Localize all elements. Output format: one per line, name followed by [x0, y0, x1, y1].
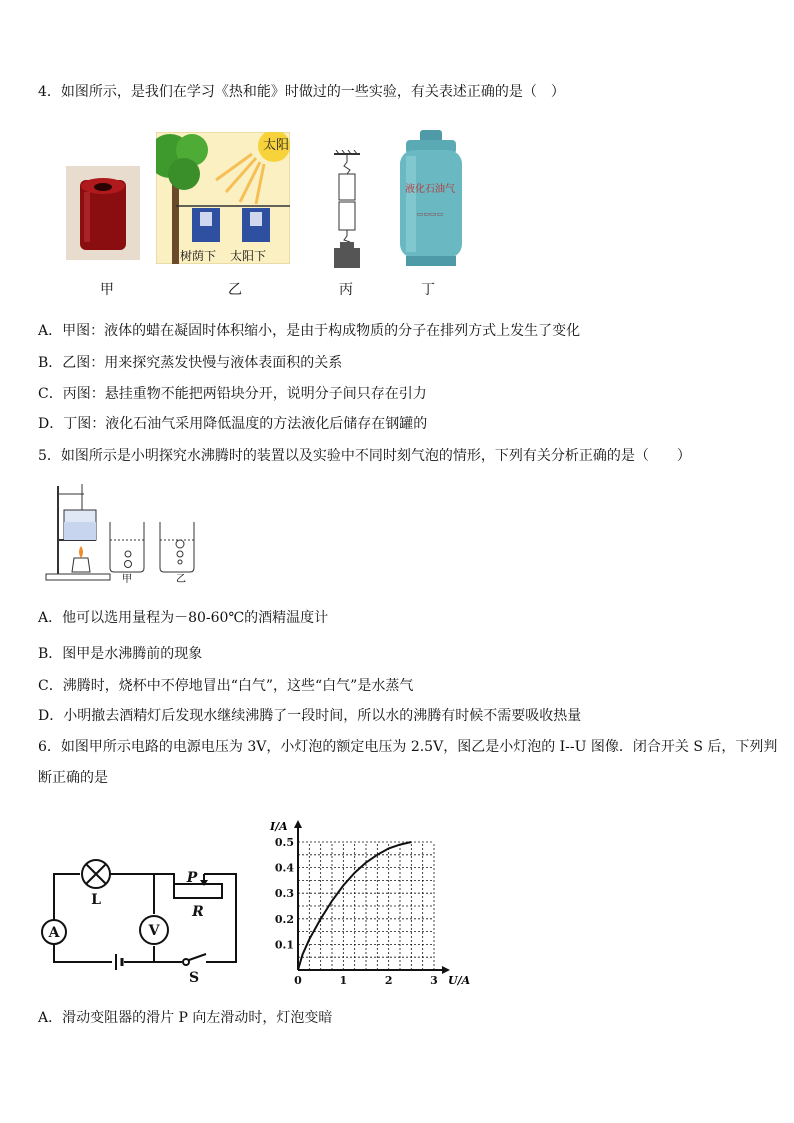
q5-option-d: D．小明撤去酒精灯后发现水继续沸腾了一段时间，所以水的沸腾有时候不需要吸收热量	[38, 708, 582, 724]
beaker-jia	[110, 522, 144, 584]
caption-ding: 丁	[421, 282, 435, 298]
y-tick-label: 0.2	[274, 912, 294, 926]
beaker-jia-label: 甲	[122, 574, 132, 584]
iu-chart	[262, 812, 476, 992]
tank-label: 液化石油气	[405, 184, 455, 195]
x-tick-label: 3	[430, 974, 438, 987]
q5-option-c: C．沸腾时，烧杯中不停地冒出“白气”，这些“白气”是水蒸气	[38, 678, 414, 694]
resistor-label: R	[192, 904, 204, 920]
q4-option-a: A．甲图：液体的蜡在凝固时体积缩小，是由于构成物质的分子在排列方式上发生了变化	[38, 323, 581, 339]
sun-label: 太阳	[262, 138, 290, 153]
slider-label: P	[186, 870, 198, 886]
q4-option-c: C．丙图：悬挂重物不能把两铅块分开，说明分子间只存在引力	[38, 386, 427, 402]
beaker-yi	[160, 522, 194, 584]
q4-stem: 4．如图所示，是我们在学习《热和能》时做过的一些实验，有关表述正确的是（ ）	[38, 84, 565, 100]
q6-stem-line1: 6．如图甲所示电路的电源电压为 3V，小灯泡的额定电压为 2.5V，图乙是小灯泡的 I--U 图像．闭合开关 S 后，下列判	[38, 739, 778, 755]
caption-jia: 甲	[100, 282, 114, 298]
sunlit-label: 太阳下	[230, 249, 267, 263]
ammeter-label: A	[48, 925, 60, 941]
y-tick-label: 0.5	[274, 836, 294, 849]
q5-option-b: B．图甲是水沸腾前的现象	[38, 646, 203, 662]
caption-yi: 乙	[228, 282, 242, 298]
wax-cup-figure	[66, 166, 140, 260]
q6-stem-line2: 断正确的是	[38, 770, 108, 786]
lamp-label: L	[91, 892, 101, 908]
x-axis-label: U/A	[448, 974, 471, 987]
lpg-tank-figure	[396, 130, 466, 268]
q4-option-d: D．丁图：液化石油气采用降低温度的方法液化后储存在钢罐的	[38, 416, 428, 432]
q5-stem: 5．如图所示是小明探究水沸腾时的装置以及实验中不同时刻气泡的情形，下列有关分析正确的是（ ）	[38, 448, 691, 464]
circuit-diagram	[36, 850, 246, 984]
lead-blocks-figure	[330, 150, 364, 270]
y-tick-label: 0.3	[274, 887, 294, 901]
y-axis-arrow	[294, 820, 302, 828]
boiling-apparatus-figure	[44, 480, 204, 584]
x-tick-label: 1	[339, 974, 348, 987]
q6-option-a: A．滑动变阻器的滑片 P 向左滑动时，灯泡变暗	[38, 1010, 333, 1026]
evaporation-figure	[156, 132, 290, 264]
switch-label: S	[188, 970, 200, 984]
y-tick-label: 0.4	[274, 861, 294, 875]
q5-option-a: A．他可以选用量程为－80-60℃的酒精温度计	[38, 610, 329, 626]
shade-label: 树荫下	[180, 249, 217, 263]
svg-text:▭▭▭▭: ▭▭▭▭	[416, 210, 444, 218]
chart-grid	[298, 842, 434, 970]
x-tick-label: 2	[384, 974, 393, 987]
y-axis-label: I/A	[270, 820, 288, 833]
q4-option-b: B．乙图：用来探究蒸发快慢与液体表面积的关系	[38, 355, 343, 371]
x-tick-label: 0	[294, 974, 302, 987]
y-tick-label: 0.1	[274, 938, 294, 952]
beaker-yi-label: 乙	[176, 574, 186, 584]
x-axis-arrow	[442, 966, 450, 974]
caption-bing: 丙	[339, 282, 353, 298]
voltmeter-label: V	[148, 923, 160, 939]
